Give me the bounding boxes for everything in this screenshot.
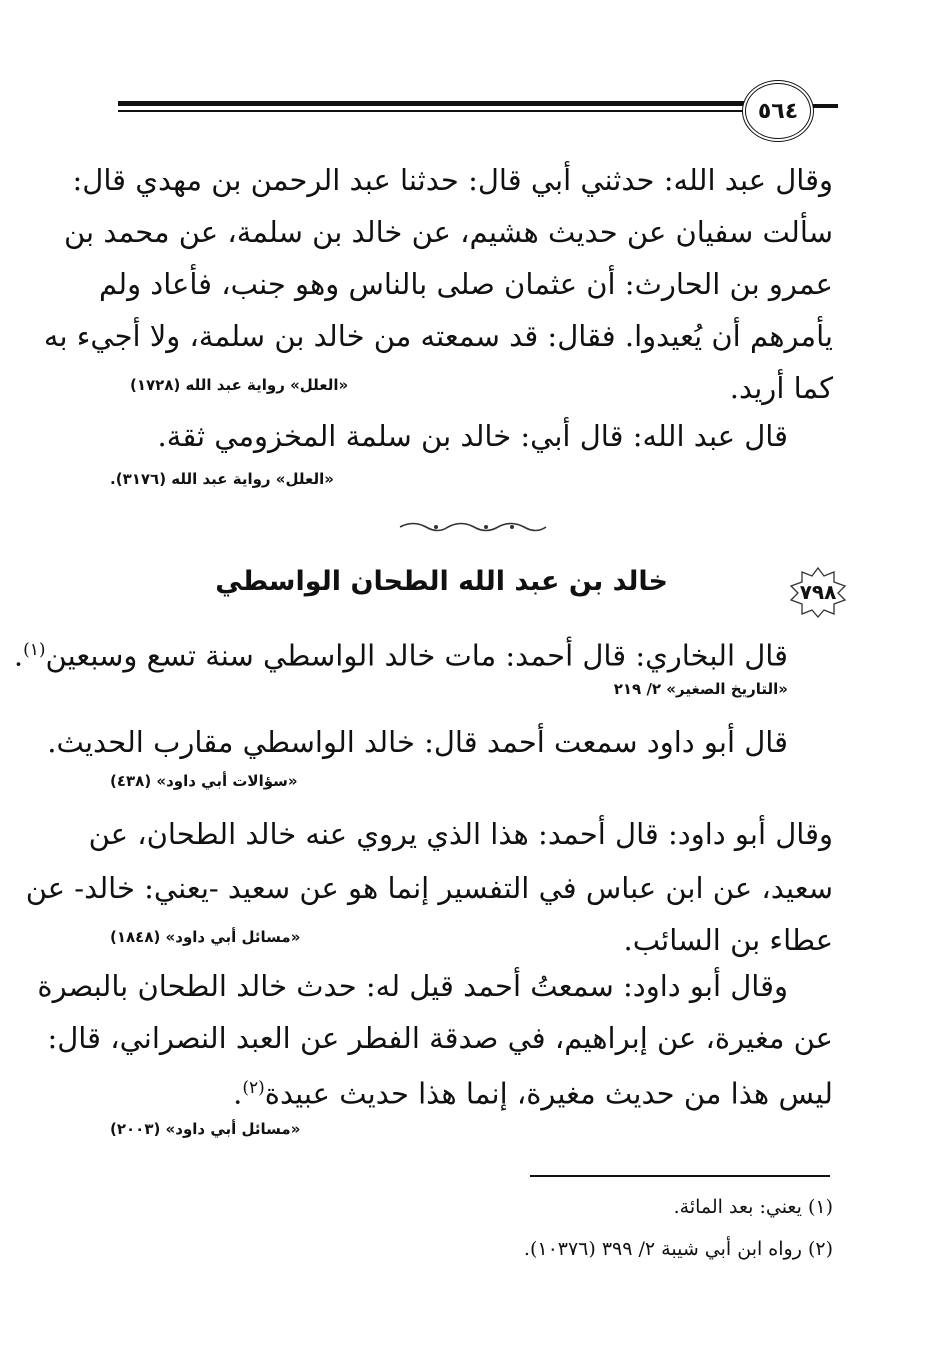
source-citation: «سؤالات أبي داود» (٤٣٨) <box>110 772 298 790</box>
paragraph-line: وقال أبو داود: قال أحمد: هذا الذي يروي عنه خالد الطحان، عن <box>88 817 833 851</box>
paragraph-line: وقال أبو داود: سمعتُ أحمد قيل له: حدث خالد الطحان بالبصرة <box>37 969 788 1003</box>
paragraph-text: قال البخاري: قال أحمد: مات خالد الواسطي سنة تسع وسبعين <box>45 638 788 673</box>
header-rule-thick <box>118 101 744 106</box>
entry-title: خالد بن عبد الله الطحان الواسطي <box>215 566 668 597</box>
entry-number-badge <box>788 566 848 618</box>
footnote-ref: (١) <box>23 640 46 660</box>
footnote-mark: (١) <box>807 1196 833 1218</box>
footnote-text: يعني: بعد المائة. <box>673 1196 802 1218</box>
footnote-mark: (٢) <box>807 1238 833 1260</box>
source-citation: «مسائل أبي داود» (١٨٤٨) <box>110 928 301 946</box>
footnote-separator <box>530 1175 830 1177</box>
paragraph-line <box>14 630 788 676</box>
header-rule-thin <box>118 110 744 112</box>
paragraph-line: قال عبد الله: قال أبي: خالد بن سلمة المخزومي ثقة. <box>157 419 788 453</box>
footnote-text: رواه ابن أبي شيبة ٢/ ٣٩٩ (١٠٣٧٦). <box>523 1238 802 1260</box>
page-number-badge <box>742 80 814 142</box>
paragraph-line: كما أريد. <box>729 371 833 405</box>
source-citation: «العلل» رواية عبد الله (٣١٧٦). <box>110 470 334 488</box>
paragraph-text: ليس هذا من حديث مغيرة، إنما هذا حديث عبيدة <box>264 1076 833 1111</box>
footnote-ref: (٢) <box>242 1078 265 1098</box>
ornamental-divider <box>398 520 548 534</box>
footnote <box>674 1196 833 1218</box>
paragraph-line: يأمرهم أن يُعيدوا. فقال: قد سمعته من خالد بن سلمة، ولا أجيء به <box>43 319 833 353</box>
page-number: ٥٦٤ <box>757 98 799 124</box>
footnote <box>524 1238 833 1260</box>
paragraph-line: عن مغيرة، عن إبراهيم، في صدقة الفطر عن العبد النصراني، قال: <box>47 1021 833 1055</box>
paragraph-line: عمرو بن الحارث: أن عثمان صلى بالناس وهو جنب، فأعاد ولم <box>98 267 833 301</box>
sentence-end: . <box>233 1076 243 1111</box>
paragraph-line: سألت سفيان عن حديث هشيم، عن خالد بن سلمة، عن محمد بن <box>63 215 833 249</box>
entry-number: ٧٩٨ <box>799 580 837 604</box>
ornament-icon <box>398 520 548 534</box>
header-rule-stub <box>812 104 838 108</box>
paragraph-line <box>233 1068 833 1114</box>
source-citation: «مسائل أبي داود» (٢٠٠٣) <box>110 1120 301 1138</box>
paragraph-line: عطاء بن السائب. <box>623 923 833 957</box>
source-citation: «التاريخ الصغير» ٢/ ٢١٩ <box>613 680 788 698</box>
source-citation: «العلل» رواية عبد الله (١٧٢٨) <box>130 376 349 394</box>
paragraph-line: سعيد، عن ابن عباس في التفسير إنما هو عن سعيد -يعني: خالد- عن <box>25 871 833 905</box>
paragraph-line: قال أبو داود سمعت أحمد قال: خالد الواسطي مقارب الحديث. <box>47 725 788 759</box>
paragraph-line: وقال عبد الله: حدثني أبي قال: حدثنا عبد الرحمن بن مهدي قال: <box>72 163 833 197</box>
sentence-end: . <box>13 638 24 673</box>
